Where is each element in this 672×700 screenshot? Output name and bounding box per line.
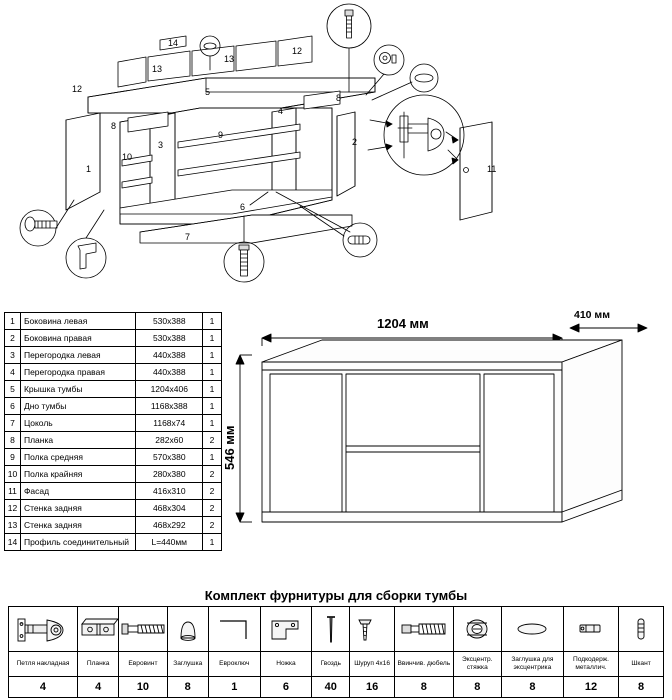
part-quantity: 1	[203, 449, 222, 466]
part-name: Стенка задняя	[20, 517, 135, 534]
table-row	[5, 415, 222, 432]
part-name: Стенка задняя	[20, 500, 135, 517]
part-dimension: 440х388	[136, 364, 203, 381]
callout-6: 6	[240, 202, 246, 212]
screw-icon	[355, 614, 389, 644]
kit-icon-cell	[563, 607, 618, 652]
hinge-icon	[15, 610, 71, 648]
hardware-kit-title: Комплект фурнитуры для сборки тумбы	[204, 588, 468, 603]
part-name: Полка средняя	[20, 449, 135, 466]
kit-item-count: 8	[619, 677, 664, 698]
part-dimension: 530х388	[136, 330, 203, 347]
callout-12b: 12	[72, 84, 83, 94]
kit-icon-cell	[208, 607, 260, 652]
hardware-kit-table	[8, 606, 664, 698]
part-dimension: 570х380	[136, 449, 203, 466]
kit-icons-row	[9, 607, 664, 652]
part-number: 6	[5, 398, 21, 415]
callout-14: 14	[168, 38, 179, 48]
part-name: Боковина правая	[20, 330, 135, 347]
depth-dimension-label: 410 мм	[574, 309, 610, 321]
part-quantity: 1	[203, 364, 222, 381]
kit-icon-cell	[350, 607, 395, 652]
euroscrew-icon	[120, 617, 166, 641]
height-dimension-label: 546 мм	[222, 425, 237, 470]
part-name: Планка	[20, 432, 135, 449]
kit-item-count: 6	[260, 677, 312, 698]
callout-13a: 13	[152, 64, 163, 74]
kit-item-label: Гвоздь	[312, 652, 350, 677]
kit-item-label: Подкодерж. металлич.	[563, 652, 618, 677]
callout-2: 2	[352, 137, 358, 147]
nail-icon	[323, 612, 339, 646]
part-dimension: 1204х406	[136, 381, 203, 398]
kit-item-label: Шуруп 4х16	[350, 652, 395, 677]
part-dimension: L=440мм	[136, 534, 203, 551]
part-dimension: 282х60	[136, 432, 203, 449]
kit-icon-cell	[167, 607, 208, 652]
table-row	[5, 432, 222, 449]
leg-icon	[264, 613, 308, 645]
part-name: Крышка тумбы	[20, 381, 135, 398]
table-row	[5, 483, 222, 500]
kit-item-count: 4	[9, 677, 78, 698]
kit-icon-cell	[77, 607, 118, 652]
kit-item-label: Евровинт	[119, 652, 167, 677]
part-name: Дно тумбы	[20, 398, 135, 415]
kit-item-count: 1	[208, 677, 260, 698]
callout-11: 11	[487, 164, 497, 174]
width-dimension-label: 1204 мм	[377, 316, 429, 331]
part-number: 13	[5, 517, 21, 534]
part-quantity: 1	[203, 398, 222, 415]
shelf-support-icon	[574, 616, 608, 642]
table-row	[5, 313, 222, 330]
kit-icon-cell	[619, 607, 664, 652]
part-number: 12	[5, 500, 21, 517]
callout-7: 7	[185, 232, 191, 242]
part-dimension: 530х388	[136, 313, 203, 330]
part-quantity: 1	[203, 330, 222, 347]
part-name: Профиль соединительный	[20, 534, 135, 551]
cap-icon	[175, 614, 201, 644]
table-row	[5, 347, 222, 364]
part-quantity: 1	[203, 415, 222, 432]
part-number: 4	[5, 364, 21, 381]
table-row	[5, 364, 222, 381]
kit-icon-cell	[312, 607, 350, 652]
cam-icon	[460, 613, 494, 645]
kit-icon-cell	[453, 607, 501, 652]
plate-icon	[78, 614, 118, 644]
part-number: 2	[5, 330, 21, 347]
part-name: Боковина левая	[20, 313, 135, 330]
callout-8b: 8	[336, 93, 342, 103]
part-number: 10	[5, 466, 21, 483]
parts-table-body	[5, 313, 222, 551]
part-dimension: 1168х74	[136, 415, 203, 432]
table-row	[5, 398, 222, 415]
part-number: 1	[5, 313, 21, 330]
callout-1: 1	[86, 164, 92, 174]
part-dimension: 468х292	[136, 517, 203, 534]
callout-4: 4	[278, 106, 284, 116]
part-dimension: 1168х388	[136, 398, 203, 415]
part-quantity: 2	[203, 483, 222, 500]
kit-item-label: Шкант	[619, 652, 664, 677]
table-row	[5, 466, 222, 483]
kit-icon-cell	[501, 607, 563, 652]
kit-item-count: 10	[119, 677, 167, 698]
callout-8a: 8	[111, 121, 117, 131]
exploded-assembly-diagram	[0, 0, 672, 290]
part-number: 9	[5, 449, 21, 466]
callout-3: 3	[158, 140, 164, 150]
cam-cap-icon	[512, 618, 552, 640]
callout-13b: 13	[224, 54, 235, 64]
kit-item-count: 8	[395, 677, 454, 698]
part-quantity: 2	[203, 500, 222, 517]
dowel-pin-icon	[627, 615, 655, 643]
dowel-icon	[399, 616, 449, 642]
part-number: 14	[5, 534, 21, 551]
kit-item-label: Эксцентр. стяжка	[453, 652, 501, 677]
part-number: 7	[5, 415, 21, 432]
kit-item-label: Петля накладная	[9, 652, 78, 677]
kit-item-count: 4	[77, 677, 118, 698]
kit-item-count: 40	[312, 677, 350, 698]
part-number: 11	[5, 483, 21, 500]
part-name: Цоколь	[20, 415, 135, 432]
part-number: 8	[5, 432, 21, 449]
kit-icon-cell	[395, 607, 454, 652]
kit-item-label: Заглушка	[167, 652, 208, 677]
part-quantity: 2	[203, 517, 222, 534]
table-row	[5, 500, 222, 517]
part-dimension: 440х388	[136, 347, 203, 364]
part-quantity: 1	[203, 381, 222, 398]
part-dimension: 280х380	[136, 466, 203, 483]
callout-9: 9	[218, 130, 224, 140]
kit-icon-cell	[9, 607, 78, 652]
kit-item-count: 8	[453, 677, 501, 698]
table-row	[5, 449, 222, 466]
kit-counts-row	[9, 677, 664, 698]
part-quantity: 1	[203, 534, 222, 551]
kit-item-label: Ножка	[260, 652, 312, 677]
table-row	[5, 381, 222, 398]
part-number: 3	[5, 347, 21, 364]
part-quantity: 2	[203, 432, 222, 449]
part-name: Полка крайняя	[20, 466, 135, 483]
kit-item-label: Заглушка для эксцентрика	[501, 652, 563, 677]
part-quantity: 1	[203, 313, 222, 330]
part-quantity: 1	[203, 347, 222, 364]
part-name: Перегородка правая	[20, 364, 135, 381]
table-row	[5, 517, 222, 534]
callout-5: 5	[205, 87, 211, 97]
part-name: Фасад	[20, 483, 135, 500]
kit-item-count: 12	[563, 677, 618, 698]
eurokey-icon	[214, 613, 254, 645]
kit-icon-cell	[260, 607, 312, 652]
cabinet-dimension-view	[222, 300, 672, 555]
callout-12a: 12	[292, 46, 303, 56]
kit-item-label: Ввинчив. дюбель	[395, 652, 454, 677]
part-dimension: 416х310	[136, 483, 203, 500]
kit-item-count: 8	[501, 677, 563, 698]
kit-item-count: 8	[167, 677, 208, 698]
kit-item-count: 16	[350, 677, 395, 698]
table-row	[5, 534, 222, 551]
part-quantity: 2	[203, 466, 222, 483]
part-dimension: 468х304	[136, 500, 203, 517]
part-name: Перегородка левая	[20, 347, 135, 364]
kit-icon-cell	[119, 607, 167, 652]
kit-item-label: Евроключ	[208, 652, 260, 677]
table-row	[5, 330, 222, 347]
callout-10: 10	[122, 152, 133, 162]
kit-item-label: Планка	[77, 652, 118, 677]
parts-table	[4, 312, 222, 551]
part-number: 5	[5, 381, 21, 398]
kit-labels-row	[9, 652, 664, 677]
